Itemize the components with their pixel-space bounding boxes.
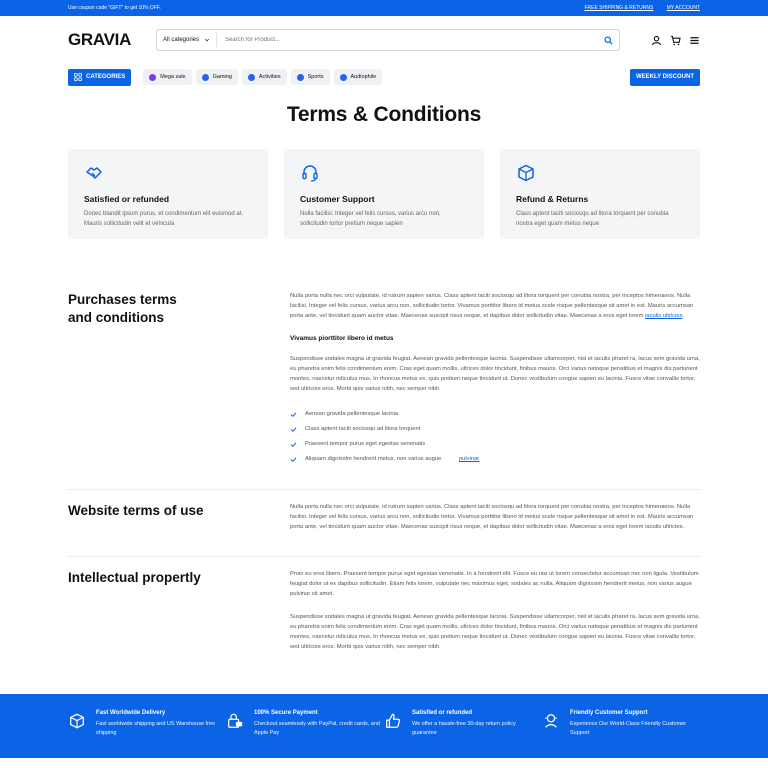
check-icon: [290, 426, 297, 433]
page-title: Terms & Conditions: [286, 103, 482, 126]
promo-text: Use coupon code "GIFT" to get 10% OFF.: [68, 5, 161, 11]
section-body: [290, 291, 700, 489]
pulvinar-link[interactable]: pulvinar: [458, 456, 480, 463]
feature-title: Refund & Returns: [516, 194, 589, 204]
pill-label: Audiophile: [350, 74, 377, 80]
purchases-section: [0, 291, 768, 489]
categories-label: CATEGORIES: [86, 74, 126, 80]
footer-item-title: Friendly Customer Support: [570, 710, 648, 716]
section-body: [290, 502, 700, 556]
divider: [68, 489, 700, 490]
list-item: [290, 437, 700, 452]
list-item-text: Aenean gravida pellentesque lacinia: [305, 411, 399, 418]
box-icon: [516, 163, 536, 183]
free-shipping-link[interactable]: FREE SHIPPING & RETURNS: [584, 5, 654, 11]
footer-item: [384, 710, 542, 758]
feature-card: [284, 149, 484, 239]
pill-gaming[interactable]: [196, 69, 238, 85]
section-heading: [68, 502, 290, 556]
footer-item-title: 100% Secure Payment: [254, 710, 318, 716]
footer-item-title: Satisfied or refunded: [412, 710, 473, 716]
package-icon: [68, 712, 86, 730]
header: [0, 16, 768, 64]
feature-title: Satisfied or refunded: [84, 194, 170, 204]
headphones-icon: [340, 74, 347, 81]
search-bar: [156, 29, 620, 51]
list-item: [290, 407, 700, 422]
pill-sports[interactable]: [291, 69, 330, 85]
logo[interactable]: GRAVIA: [68, 30, 132, 49]
footer-item-text: Checkout seamlessly with PayPal, credit cards, and Apple Pay: [254, 721, 380, 736]
headset-icon: [300, 163, 320, 183]
paragraph-text: Nulla porta nulla nec orci vulputate, id rutrum sapien varius. Class aptent taciti sociosqu ad litora torquent per conubia nostra, per inceptos himenaeos. Nulla facilisi. Integer vel felis cursus, varius arcu non, sollicitudin tortor. Vivamus porttitor libero id metus scele risque pellentesque sit amet in est. Mauris accumsan porta ante, vel tincidunt quam auctor vitae. Maecenas suscipit risus neque, et dapibus dolor sollicitudin vitae. Maecenas a eros eget lorem: [290, 293, 694, 320]
section-heading: [68, 291, 290, 489]
pill-label: Gaming: [212, 74, 232, 80]
my-account-link[interactable]: MY ACCOUNT: [666, 5, 700, 11]
divider: [68, 556, 700, 557]
intellectual-property-title: Intellectual propertly: [68, 570, 201, 585]
pill-activities[interactable]: [242, 69, 287, 85]
intellectual-property-section: [0, 569, 768, 652]
check-icon: [290, 411, 297, 418]
list-item-text: Aliquam dignissim hendrerit metus, non varius augue: [305, 456, 442, 463]
gamepad-icon: [202, 74, 209, 81]
grid-icon: [74, 73, 82, 81]
footer-item: [542, 710, 700, 758]
header-icons: [651, 35, 700, 46]
pill-audiophile[interactable]: [334, 69, 383, 85]
top-promo-bar: [0, 0, 768, 16]
categories-button[interactable]: [68, 69, 131, 86]
pill-label: Activities: [258, 74, 281, 80]
paragraph: Suspendisse sodales magna ut gravida feugiat. Aenean gravida pellentesque lacinia. Suspendisse ullamcorper, nisl et iaculis pharet ra, lacus sem gravida urna, eu pharetra enim felis condimentum enim. Cras eget quam mollis, ultrices dolor tincidunt, finibus mauris. Orci varius natoque penatibus et magnis dis parturient montes, nascetur ridiculus mus. In rhoncus metus ex, quis pretium neque tincidunt ut. Donec vestibulum congue sapien eu lacinia. Fusce vitae convallis tortor, sed ultricies eros. Morbi quis varius nibh, nec semper nibh.: [290, 613, 700, 651]
section-heading: [68, 569, 290, 652]
list-item: [290, 452, 700, 467]
user-icon[interactable]: [651, 35, 662, 46]
check-icon: [290, 456, 297, 463]
check-list: [290, 407, 700, 467]
footer-benefits: [0, 694, 768, 758]
search-icon: [604, 36, 613, 45]
title-line: Purchases terms: [68, 292, 177, 307]
website-terms-title: Website terms of use: [68, 503, 204, 518]
category-nav: [0, 64, 768, 90]
cart-icon[interactable]: [670, 35, 681, 46]
pill-label: Sports: [307, 74, 324, 80]
check-icon: [290, 441, 297, 448]
ball-icon: [297, 74, 304, 81]
paragraph: Nulla porta nulla nec orci vulputate, id rutrum sapien varius. Class aptent taciti sociosqu ad litora torquent per conubia nostra, per inceptos himenaeos. Nulla facilisi. Integer vel felis cursus, varius arcu non, sollicitudin tortor. Vivamus porttitor libero id metus scele risque pellentesque sit amet in est. Mauris accumsan porta ante, vel tincidunt quam auctor vitae. Maecenas suscipit risus neque, et dapibus dolor sollicitudin vitae. Maecenas a eros eget lorem iaculis ultricies.: [290, 504, 694, 531]
paragraph: Nulla porta nulla nec orci vulputate, id rutrum sapien varius. Class aptent taciti sociosqu ad litora torquent per conubia nostra, per inceptos himenaeos. Nulla facilisi. Integer vel felis cursus, varius arcu non, sollicitudin tortor. Vivamus porttitor libero id metus scele risque pellentesque sit amet in est. Mauris accumsan porta ante, vel tincidunt quam auctor vitae. Maecenas suscipit risus neque, et dapibus dolor sollicitudin vitae. Maecenas a eros eget lorem iaculis ultricies.: [290, 293, 694, 320]
top-links: [572, 5, 700, 11]
category-select-label: All categories: [163, 37, 200, 43]
paragraph: Proin eu eros libero. Praesent tempor purus eget egestas venenatis. In a hendrerit elit. Fusce eu nisi ut lorem consectetur accumsan nec non ligula. Vestibulum feugiat dolor ut ex dapibus sollicitudin. Etiam felis lorem, vulputate nec maximus eget, sodales ac nulla. Aliquam dignissim hendrerit metus, non varius augue pulvinar sit amet.: [290, 571, 699, 598]
subheading: Vivamus piorttitor libero id metus: [290, 334, 394, 342]
purchases-title: [68, 291, 290, 327]
list-item-text: Class aptent taciti sociosqu ad litora torquent: [305, 426, 421, 433]
pill-label: Mega sale: [160, 74, 186, 80]
handshake-icon: [84, 163, 104, 183]
search-input[interactable]: [217, 37, 597, 43]
list-item-text: Praesent tempor purus eget egestas venenatis: [305, 441, 426, 448]
footer-item: [68, 710, 226, 758]
support-icon: [542, 712, 560, 730]
feature-cards: [0, 149, 768, 239]
weekly-discount-button[interactable]: WEEKLY DISCOUNT: [630, 69, 700, 86]
activity-icon: [248, 74, 255, 81]
chevron-down-icon: [204, 37, 210, 43]
footer-item-title: Fast Worldwide Delivery: [96, 710, 166, 716]
sale-icon: [149, 74, 156, 81]
paragraph: Suspendisse sodales magna ut gravida feugiat. Aenean gravida pellentesque lacinia. Suspendisse ullamcorper, nisl et iaculis pharet ra, lacus sem gravida urna, eu pharetra enim felis condimentum enim. Cras eget quam mollis, ultrices dolor tincidunt, finibus mauris. Orci varius natoque penatibus et magnis dis parturient montes, nascetur ridiculus mus. In rhoncus metus ex, quis pretium neque tincidunt ut. Donec vestibulum congue sapien eu lacinia. Fusce vitae convallis tortor, sed ultricies eros. Morbi quis varius nibh, nec semper nibh.: [290, 355, 700, 393]
section-body: [290, 569, 700, 652]
search-button[interactable]: [597, 36, 619, 45]
menu-icon[interactable]: [689, 35, 700, 46]
feature-title: Customer Support: [300, 194, 375, 204]
footer-item: [226, 710, 384, 758]
footer-item-text: Fast worldwide shipping and US Warehouse free shipping: [96, 721, 216, 736]
title-line: and conditions: [68, 310, 164, 325]
feature-text: Class aptent taciti sociosqu ad litora torquent per conubia nostra eget quam metus neque: [516, 211, 669, 227]
thumbs-up-icon: [384, 712, 402, 730]
feature-text: Donec blandit ipsum purus, et condimentum elit euismod at. Mauris sollicitudin velit et vehicula: [84, 211, 244, 227]
website-terms-section: [0, 502, 768, 556]
footer-item-text: We offer a hassle-free 30-day return policy guarantee: [412, 721, 516, 736]
iaculis-link[interactable]: iaculis ultricies: [645, 313, 683, 320]
list-item: [290, 422, 700, 437]
lock-card-icon: [226, 712, 244, 730]
category-select[interactable]: [157, 33, 217, 47]
feature-card: [500, 149, 700, 239]
feature-text: Nulla facilisi. Integer vel felis cursus, varius arcu non, sollicitudin tortor pretium neque sapien: [300, 211, 441, 227]
feature-card: [68, 149, 268, 239]
footer-item-text: Experience Our World-Class Friendly Customer Support: [570, 721, 687, 736]
pill-mega-sale[interactable]: [143, 69, 191, 85]
